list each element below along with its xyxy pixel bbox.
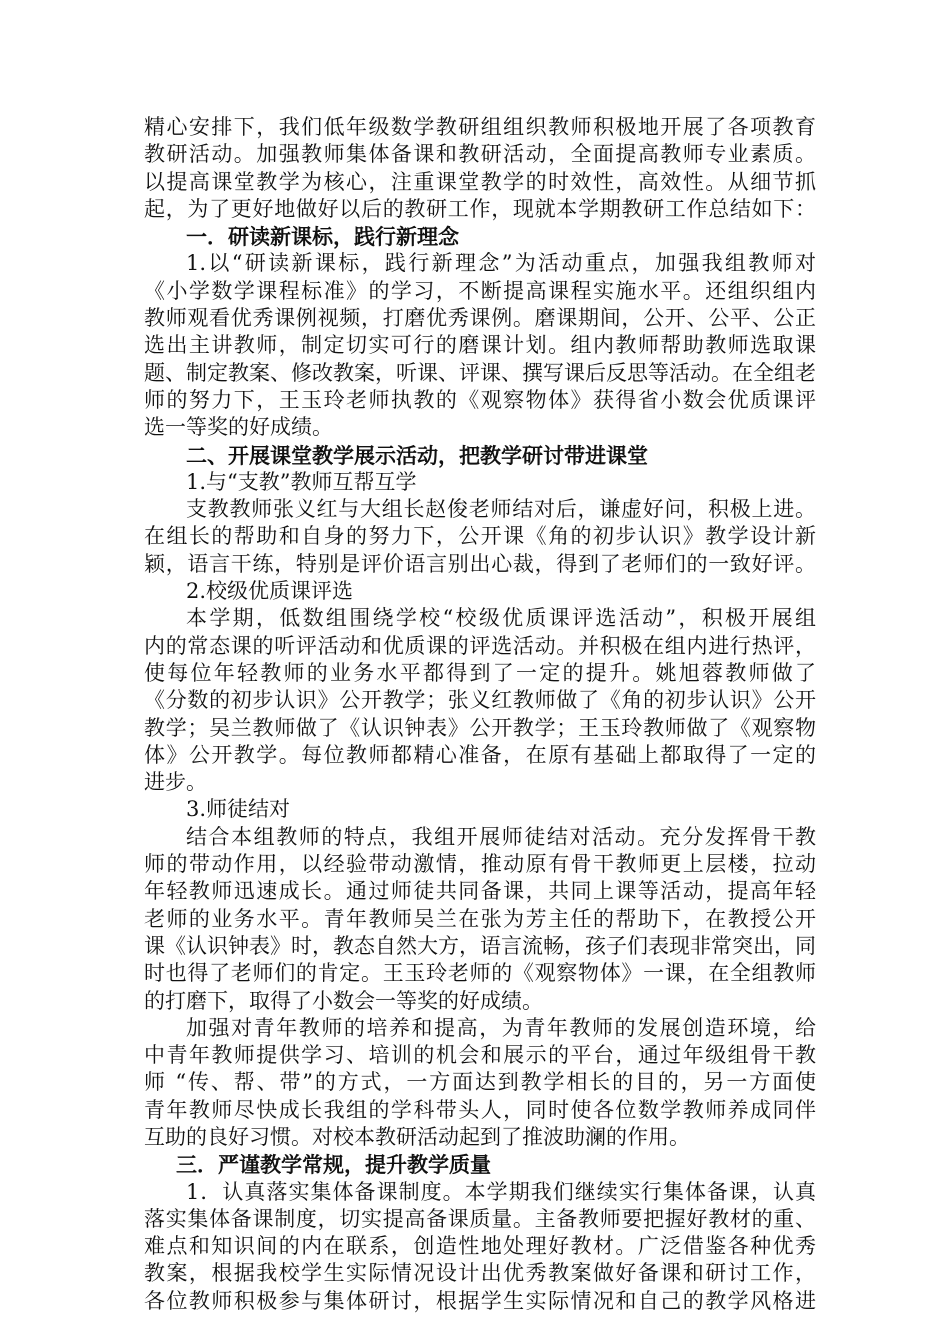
text-line: 使每位年轻教师的业务水平都得到了一定的提升。姚旭蓉教师做了 — [144, 660, 816, 685]
text-line: 精心安排下，我们低年级数学教研组组织教师积极地开展了各项教育 — [144, 115, 816, 139]
text-line: 师的努力下，王玉玲老师执教的《观察物体》获得省小数会优质课评 — [144, 387, 816, 412]
text-line: 1．认真落实集体备课制度。本学期我们继续实行集体备课，认真 — [186, 1179, 816, 1204]
text-line: 结合本组教师的特点，我组开展师徒结对活动。充分发挥骨干教 — [186, 824, 816, 849]
text-line: 难点和知识间的内在联系，创造性地处理好教材。广泛借鉴各种优秀 — [144, 1234, 816, 1259]
text-line: 教研活动。加强教师集体备课和教研活动，全面提高教师专业素质。 — [144, 142, 816, 167]
text-line: 加强对青年教师的培养和提高，为青年教师的发展创造环境，给 — [186, 1015, 816, 1040]
text-line: 本学期，低数组围绕学校“校级优质课评选活动”，积极开展组 — [186, 606, 816, 631]
section-heading: 二、开展课堂教学展示活动，把教学研讨带进课堂 — [186, 442, 648, 468]
text-line: 落实集体备课制度，切实提高备课质量。主备教师要把握好教材的重、 — [144, 1206, 816, 1231]
text-line: 课《认识钟表》时，教态自然大方，语言流畅，孩子们表现非常突出，同 — [144, 933, 816, 958]
text-line: 《小学数学课程标准》的学习，不断提高课程实施水平。还组织组内 — [144, 278, 816, 303]
text-line: 教师观看优秀课例视频，打磨优秀课例。磨课期间，公开、公平、公正 — [144, 306, 816, 331]
text-line: 题、制定教案、修改教案，听课、评课、撰写课后反思等活动。在全组老 — [144, 360, 816, 385]
text-line: 老师的业务水平。青年教师吴兰在张为芳主任的帮助下，在教授公开 — [144, 906, 816, 931]
text-line: 师 “传、帮、带”的方式，一方面达到教学相长的目的，另一方面使 — [144, 1070, 816, 1095]
text-line: 教学；吴兰教师做了《认识钟表》公开教学；王玉玲教师做了《观察物 — [144, 715, 816, 740]
text-line: 《分数的初步认识》公开教学；张义红教师做了《角的初步认识》公开 — [144, 688, 816, 713]
text-line: 颖，语言干练，特别是评价语言别出心裁，得到了老师们的一致好评。 — [144, 551, 816, 576]
text-line: 体》公开教学。每位教师都精心准备，在原有基础上都取得了一定的 — [144, 742, 816, 767]
text-line: 选一等奖的好成绩。 — [144, 415, 333, 440]
section-heading: 三．严谨教学常规，提升教学质量 — [176, 1152, 491, 1178]
document-body — [144, 114, 816, 1315]
text-line: 各位教师积极参与集体研讨，根据学生实际情况和自己的教学风格进 — [144, 1288, 816, 1313]
text-line: 的打磨下，取得了小数会一等奖的好成绩。 — [144, 988, 543, 1013]
text-line: 1.以“研读新课标，践行新理念”为活动重点，加强我组教师对 — [186, 251, 816, 276]
text-line: 2.校级优质课评选 — [186, 579, 354, 604]
text-line: 支教教师张义红与大组长赵俊老师结对后，谦虚好问，积极上进。 — [186, 497, 816, 522]
text-line: 时也得了老师们的肯定。王玉玲老师的《观察物体》一课，在全组教师 — [144, 961, 816, 986]
text-line: 师的带动作用，以经验带动激情，推动原有骨干教师更上层楼，拉动 — [144, 852, 816, 877]
section-heading: 一．研读新课标，践行新理念 — [186, 224, 459, 250]
text-line: 3.师徒结对 — [186, 797, 291, 822]
text-line: 青年教师尽快成长我组的学科带头人，同时使各位数学教师养成同伴 — [144, 1097, 816, 1122]
text-line: 教案，根据我校学生实际情况设计出优秀教案做好备课和研讨工作， — [144, 1261, 816, 1286]
text-line: 中青年教师提供学习、培训的机会和展示的平台，通过年级组骨干教 — [144, 1043, 816, 1068]
text-line: 1.与“支教”教师互帮互学 — [186, 469, 417, 494]
text-line: 进步。 — [144, 770, 207, 795]
text-line: 起，为了更好地做好以后的教研工作，现就本学期教研工作总结如下： — [144, 196, 816, 221]
text-line: 以提高课堂教学为核心，注重课堂教学的时效性，高效性。从细节抓 — [144, 169, 816, 194]
text-line: 互助的良好习惯。对校本教研活动起到了推波助澜的作用。 — [144, 1124, 690, 1149]
text-line: 年轻教师迅速成长。通过师徒共同备课，共同上课等活动，提高年轻 — [144, 879, 816, 904]
text-line: 内的常态课的听评活动和优质课的评选活动。并积极在组内进行热评， — [144, 633, 816, 658]
text-line: 在组长的帮助和自身的努力下，公开课《角的初步认识》教学设计新 — [144, 524, 816, 549]
text-line: 选出主讲教师，制定切实可行的磨课计划。组内教师帮助教师选取课 — [144, 333, 816, 358]
